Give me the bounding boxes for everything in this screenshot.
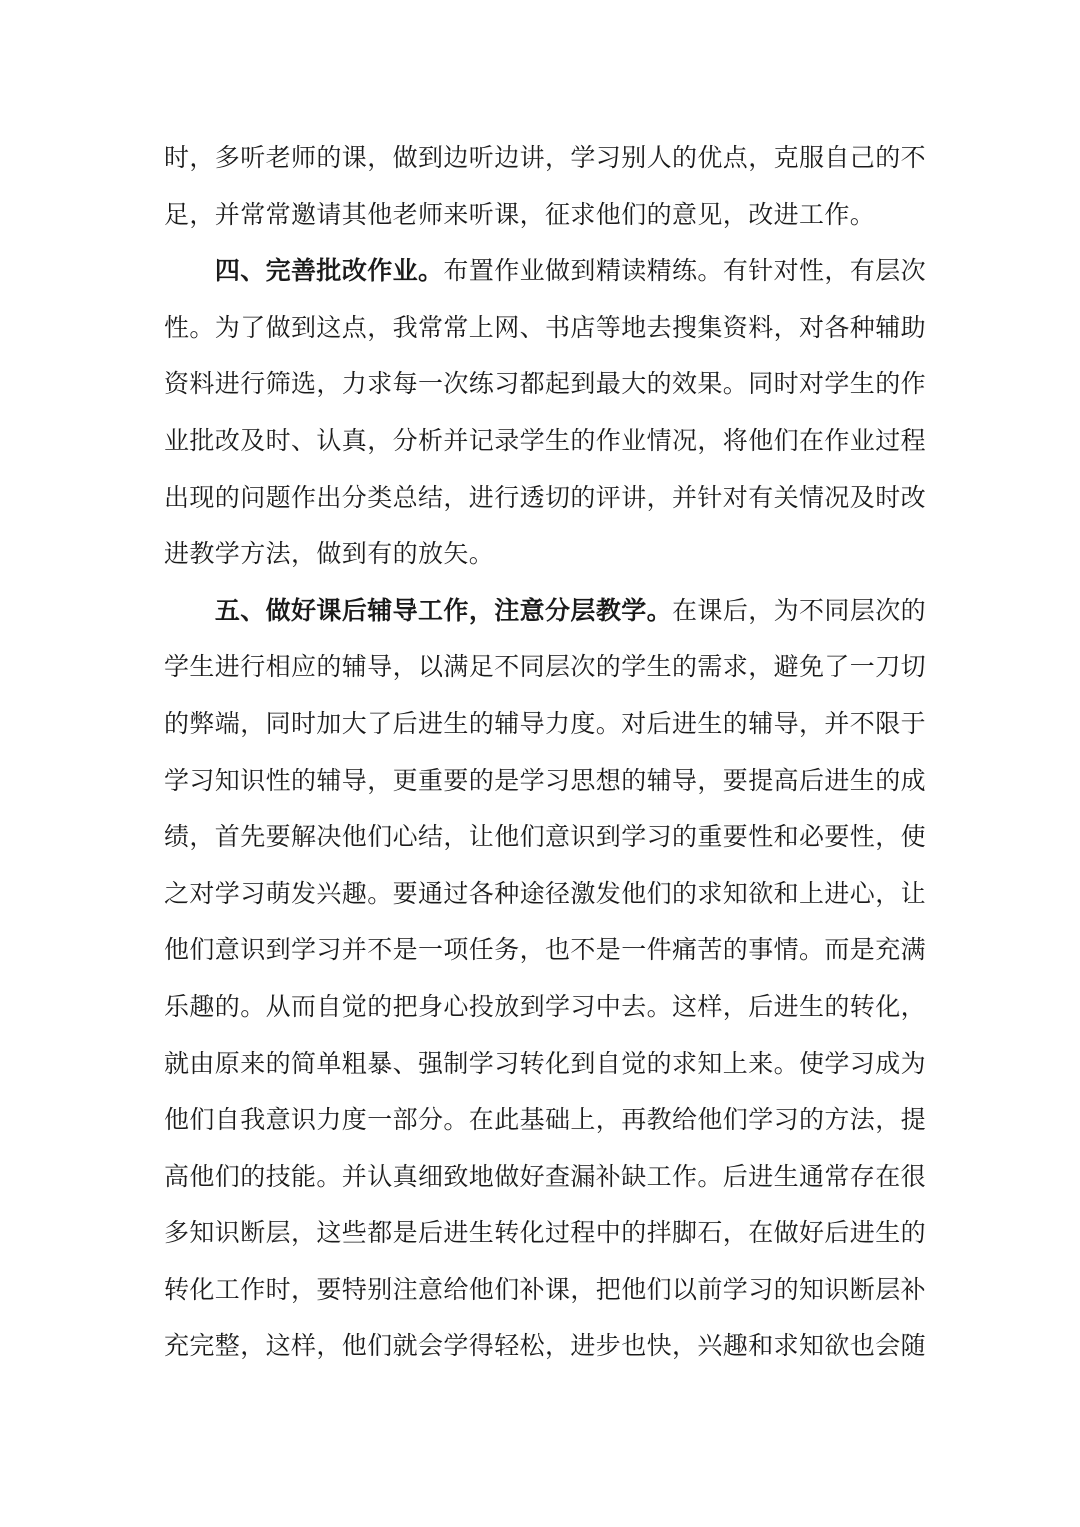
body-line: 的弊端，同时加大了后进生的辅导力度。对后进生的辅导，并不限于 — [164, 708, 927, 738]
section-heading: 四、完善批改作业。 — [214, 256, 444, 286]
body-line: 出现的问题作出分类总结，进行透切的评讲，并针对有关情况及时改 — [164, 482, 927, 512]
body-line: 乐趣的。从而自觉的把身心投放到学习中去。这样，后进生的转化， — [164, 991, 927, 1021]
body-line: 之对学习萌发兴趣。要通过各种途径激发他们的求知欲和上进心，让 — [164, 878, 927, 908]
body-line: 足，并常常邀请其他老师来听课，征求他们的意见，改进工作。 — [164, 199, 876, 229]
body-line: 进教学方法，做到有的放矢。 — [164, 539, 495, 569]
body-line: 绩，首先要解决他们心结，让他们意识到学习的重要性和必要性，使 — [164, 822, 927, 852]
body-line: 时，多听老师的课，做到边听边讲，学习别人的优点，克服自己的不 — [164, 143, 927, 172]
body-line: 性。为了做到这点，我常常上网、书店等地去搜集资料，对各种辅助 — [164, 312, 927, 342]
body-text: 布置作业做到精读精练。有针对性，有层次 — [443, 256, 927, 286]
body-line: 转化工作时，要特别注意给他们补课，把他们以前学习的知识断层补 — [164, 1274, 927, 1304]
body-line: 充完整，这样，他们就会学得轻松，进步也快，兴趣和求知欲也会随 — [164, 1331, 927, 1361]
paragraph-first-line — [164, 583, 927, 640]
body-line: 他们自我意识力度一部分。在此基础上，再教给他们学习的方法，提 — [164, 1105, 927, 1135]
body-line: 业批改及时、认真，分析并记录学生的作业情况，将他们在作业过程 — [164, 425, 927, 455]
document-body — [164, 130, 927, 1375]
body-line: 他们意识到学习并不是一项任务，也不是一件痛苦的事情。而是充满 — [164, 935, 927, 965]
body-line: 学习知识性的辅导，更重要的是学习思想的辅导，要提高后进生的成 — [164, 765, 927, 795]
body-line: 就由原来的简单粗暴、强制学习转化到自觉的求知上来。使学习成为 — [164, 1048, 927, 1078]
section-heading: 五、做好课后辅导工作，注意分层教学。 — [214, 595, 673, 625]
body-line: 学生进行相应的辅导，以满足不同层次的学生的需求，避免了一刀切 — [164, 652, 927, 682]
body-line: 多知识断层，这些都是后进生转化过程中的拌脚石，在做好后进生的 — [164, 1218, 927, 1248]
paragraph-first-line — [164, 243, 927, 300]
body-line: 资料进行筛选，力求每一次练习都起到最大的效果。同时对学生的作 — [164, 369, 927, 399]
body-text: 在课后，为不同层次的 — [672, 595, 927, 625]
body-line: 高他们的技能。并认真细致地做好查漏补缺工作。后进生通常存在很 — [164, 1161, 927, 1191]
